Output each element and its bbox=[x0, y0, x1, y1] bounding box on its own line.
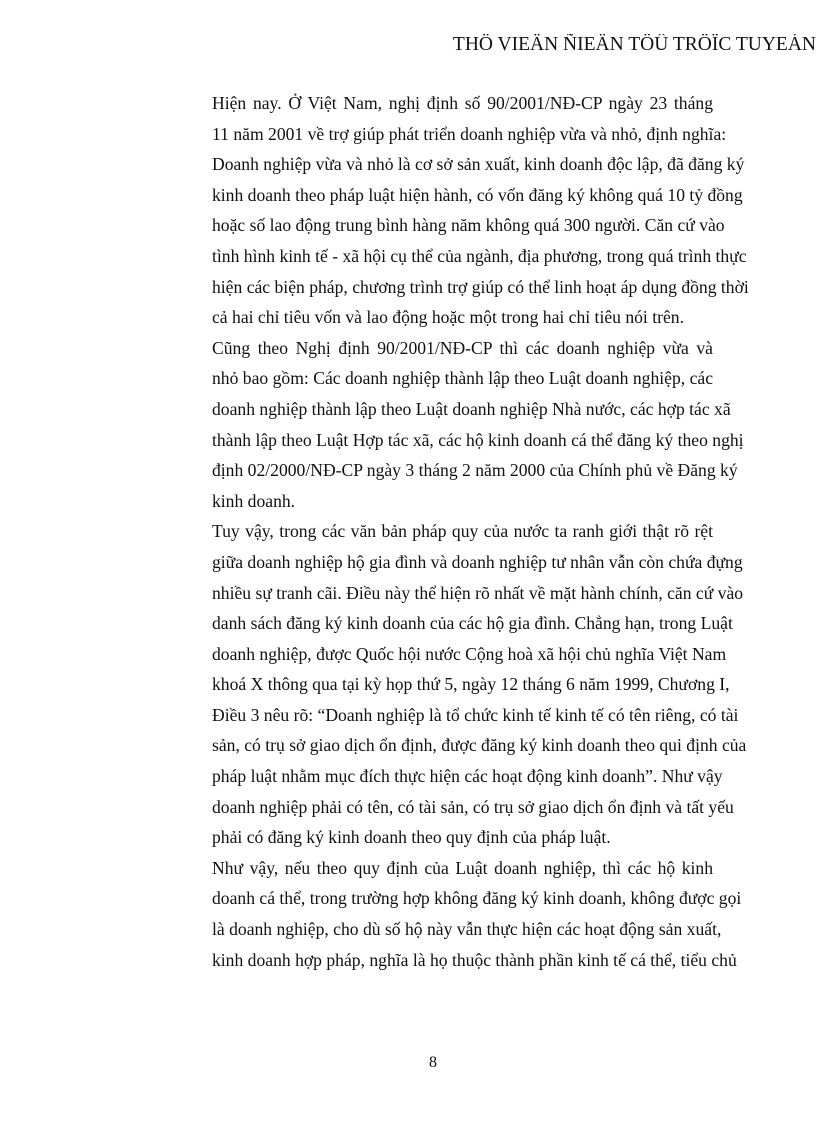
text-line: doanh cá thể, trong trường hợp không đăng ký kinh doanh, không được gọi bbox=[212, 888, 742, 909]
text-line: pháp luật nhằm mục đích thực hiện các hoạt động kinh doanh”. Như vậy bbox=[212, 766, 723, 787]
text-line: Cũng theo Nghị định 90/2001/NĐ-CP thì các doanh nghiệp vừa và bbox=[212, 337, 713, 358]
text-line: 11 năm 2001 về trợ giúp phát triển doanh nghiệp vừa và nhỏ, định nghĩa: bbox=[212, 123, 727, 144]
text-line: giữa doanh nghiệp hộ gia đình và doanh nghiệp tư nhân vẫn còn chứa đựng bbox=[212, 551, 743, 572]
text-line: nhỏ bao gồm: Các doanh nghiệp thành lập theo Luật doanh nghiệp, các bbox=[212, 368, 713, 389]
text-line: doanh nghiệp, được Quốc hội nước Cộng hoà xã hội chủ nghĩa Việt Nam bbox=[212, 643, 727, 664]
text-line: kinh doanh. bbox=[212, 490, 296, 511]
running-header bbox=[396, 34, 816, 56]
text-line: hiện các biện pháp, chương trình trợ giúp có thể linh hoạt áp dụng đồng thời bbox=[212, 276, 749, 297]
paragraph-2 bbox=[164, 333, 744, 517]
text-line: doanh nghiệp thành lập theo Luật doanh nghiệp Nhà nước, các hợp tác xã bbox=[212, 398, 731, 419]
text-line: là doanh nghiệp, cho dù số hộ này vẫn thực hiện các hoạt động sản xuất, bbox=[212, 919, 722, 940]
page-number: 8 bbox=[429, 1054, 437, 1071]
text-line: kinh doanh hợp pháp, nghĩa là họ thuộc thành phần kinh tế cá thể, tiểu chủ bbox=[212, 949, 737, 970]
text-line: sản, có trụ sở giao dịch ổn định, được đăng ký kinh doanh theo qui định của bbox=[212, 735, 747, 756]
text-line: Hiện nay. Ở Việt Nam, nghị định số 90/2001/NĐ-CP ngày 23 tháng bbox=[212, 93, 713, 113]
text-line: nhiều sự tranh cãi. Điều này thể hiện rõ nhất về mặt hành chính, căn cứ vào bbox=[212, 582, 744, 603]
text-line: kinh doanh theo pháp luật hiện hành, có vốn đăng ký không quá 10 tỷ đồng bbox=[212, 184, 743, 205]
paragraph-1 bbox=[164, 88, 749, 333]
text-line: thành lập theo Luật Hợp tác xã, các hộ kinh doanh cá thể đăng ký theo nghị bbox=[212, 429, 744, 450]
text-line: Như vậy, nếu theo quy định của Luật doanh nghiệp, thì các hộ kinh bbox=[212, 857, 713, 878]
text-line: hoặc số lao động trung bình hàng năm không quá 300 người. Căn cứ vào bbox=[212, 215, 725, 236]
paragraph-4 bbox=[164, 853, 742, 975]
text-line: doanh nghiệp phải có tên, có tài sản, có trụ sở giao dịch ổn định và tất yếu bbox=[212, 796, 734, 817]
text-line: phải có đăng ký kinh doanh theo quy định của pháp luật. bbox=[212, 827, 611, 848]
text-line: cả hai chỉ tiêu vốn và lao động hoặc một trong hai chỉ tiêu nói trên. bbox=[212, 307, 684, 328]
paragraph-3 bbox=[164, 516, 747, 853]
body-text bbox=[164, 88, 749, 975]
text-line: danh sách đăng ký kinh doanh của các hộ gia đình. Chẳng hạn, trong Luật bbox=[212, 613, 733, 634]
text-line: tình hình kinh tế - xã hội cụ thể của ngành, địa phương, trong quá trình thực bbox=[212, 245, 747, 266]
text-line: định 02/2000/NĐ-CP ngày 3 tháng 2 năm 2000 của Chính phủ về Đăng ký bbox=[212, 460, 738, 481]
text-line: khoá X thông qua tại kỳ họp thứ 5, ngày 12 tháng 6 năm 1999, Chương I, bbox=[212, 674, 730, 695]
text-line: Điều 3 nêu rõ: “Doanh nghiệp là tổ chức kinh tế kinh tế có tên riêng, có tài bbox=[212, 704, 739, 725]
text-line: Doanh nghiệp vừa và nhỏ là cơ sở sản xuất, kinh doanh độc lập, đã đăng ký bbox=[212, 154, 745, 175]
header-title: THÖ VIEÄN ÑIEÄN TÖÛ TRÖÏC TUYEÁN bbox=[452, 34, 816, 55]
text-line: Tuy vậy, trong các văn bản pháp quy của nước ta ranh giới thật rõ rệt bbox=[212, 521, 713, 542]
